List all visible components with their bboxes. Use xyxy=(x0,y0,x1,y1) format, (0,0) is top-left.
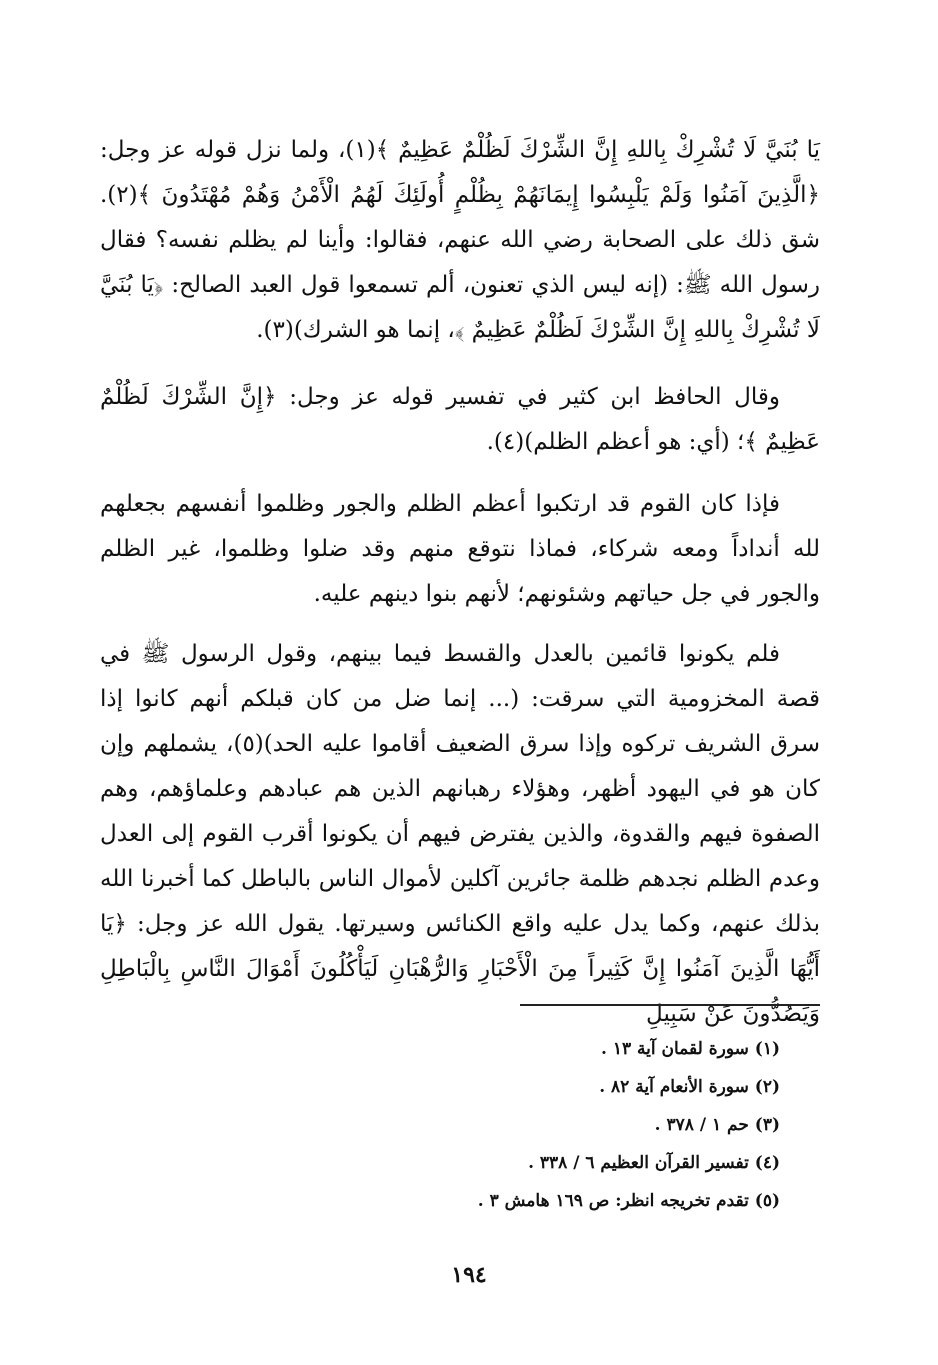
footnote-5: (٥) تقدم تخريجه انظر: ص ١٦٩ هامش ٣ . xyxy=(477,1191,780,1211)
paragraph-1: يَا بُنَيَّ لَا تُشْرِكْ بِاللهِ إِنَّ الشِّرْكَ لَظُلْمٌ عَظِيمٌ ﴾(١)، ولما نزل قوله عز وجل: ﴿الَّذِينَ آمَنُوا وَلَمْ يَلْبِسُوا إِيمَانَهُمْ بِظُلْمٍ أُولَئِكَ لَهُمُ الْأَمْنُ وَهُمْ مُهْتَدُونَ ﴾(٢). شق ذلك على الصحابة رضي الله عنهم، فقالوا: وأينا لم يظلم نفسه؟ فقال رسول الله ﷺ: (إنه ليس الذي تعنون، ألم تسمعوا قول العبد الصالح: ﴿يَا بُنَيَّ لَا تُشْرِكْ بِاللهِ إِنَّ الشِّرْكَ لَظُلْمٌ عَظِيمٌ ﴾، إنما هو الشرك)(٣). xyxy=(100,137,821,343)
footnotes xyxy=(360,1030,780,1220)
footnote-1: (١) سورة لقمان آية ١٣ . xyxy=(601,1039,780,1059)
paragraph-4: فلم يكونوا قائمين بالعدل والقسط فيما بينهم، وقول الرسول ﷺ في قصة المخزومية التي سرقت: (... إنما ضل من كان قبلكم أنهم كانوا إذا سرق الشريف تركوه وإذا سرق الضعيف أقاموا عليه الحد)(٥)، يشملهم وإن كان هو في اليهود أظهر، وهؤلاء رهبانهم الذين هم عبادهم وعلماؤهم، وهم الصفوة فيهم والقدوة، والذين يفترض فيهم أن يكونوا أقرب القوم إلى العدل وعدم الظلم نجدهم ظلمة جائرين آكلين لأموال الناس بالباطل كما أخبرنا الله بذلك عنهم، وكما يدل عليه واقع الكنائس وسيرتها. يقول الله عز وجل: ﴿يَا أَيُّهَا الَّذِينَ آمَنُوا إِنَّ كَثِيراً مِنَ الْأَحْبَارِ وَالرُّهْبَانِ لَيَأْكُلُونَ أَمْوَالَ النَّاسِ بِالْبَاطِلِ وَيَصُدُّونَ عَنْ سَبِيلِ xyxy=(100,641,820,1027)
paragraph-2: وقال الحافظ ابن كثير في تفسير قوله عز وجل: ﴿إِنَّ الشِّرْكَ لَظُلْمٌ عَظِيمٌ ﴾؛ (أي: هو أعظم الظلم)(٤). xyxy=(100,384,820,455)
paragraph-3: فإذا كان القوم قد ارتكبوا أعظم الظلم والجور وظلموا أنفسهم بجعلهم لله أنداداً ومعه شركاء، فماذا نتوقع منهم وقد ضلوا وظلموا، غير الظلم والجور في جل حياتهم وشئونهم؛ لأنهم بنوا دينهم عليه. xyxy=(100,491,820,607)
footnote-3: (٣) حم ١ / ٣٧٨ . xyxy=(654,1115,780,1135)
footnote-2: (٢) سورة الأنعام آية ٨٢ . xyxy=(599,1077,780,1097)
footnote-4: (٤) تفسير القرآن العظيم ٦ / ٣٣٨ . xyxy=(528,1153,780,1173)
footnote-separator xyxy=(520,1004,820,1006)
page-number: ١٩٤ xyxy=(451,1262,487,1288)
